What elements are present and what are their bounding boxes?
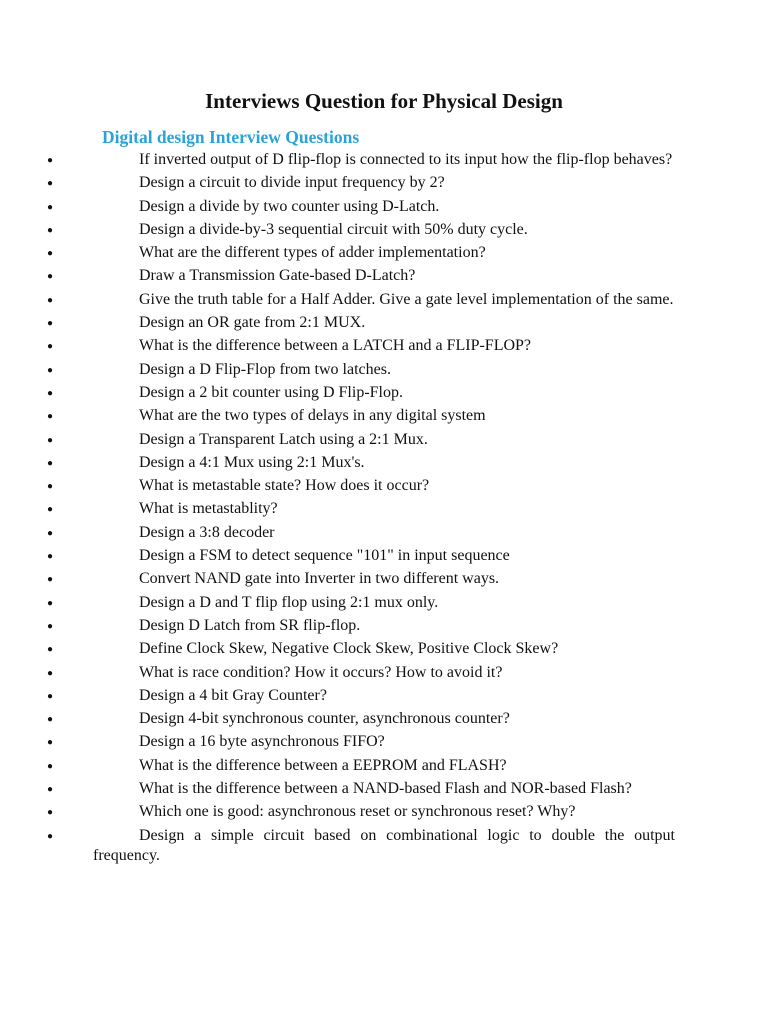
bullet-icon: ● [47,411,54,423]
bullet-icon: ● [47,574,54,586]
question-text: Design a FSM to detect sequence "101" in input sequence [139,547,510,565]
bullet-icon: ● [47,551,54,563]
question-text: Design a circuit to divide input frequency by 2? [139,174,445,192]
list-item [47,523,675,543]
question-text: What is race condition? How it occurs? How to avoid it? [139,663,503,681]
section-heading: Digital design Interview Questions [102,127,360,147]
bullet-icon: ● [47,784,54,796]
question-text: What are the two types of delays in any digital system [139,407,486,425]
list-item [47,383,675,403]
list-item [47,336,675,356]
bullet-icon: ● [47,318,54,330]
bullet-icon: ● [47,830,54,842]
bullet-icon: ● [47,248,54,260]
list-item [47,290,675,310]
list-item [47,453,675,473]
list-item [47,243,675,263]
bullet-icon: ● [47,201,54,213]
bullet-icon: ● [47,527,54,539]
list-item [47,732,675,752]
question-text: Design a 4:1 Mux using 2:1 Mux's. [139,453,365,471]
question-text: Draw a Transmission Gate-based D-Latch? [139,267,416,285]
list-item [47,360,675,380]
bullet-icon: ● [47,807,54,819]
question-text: Convert NAND gate into Inverter in two different ways. [139,570,500,588]
question-text: Design a 4 bit Gray Counter? [139,686,327,704]
question-text: What is the difference between a NAND-based Flash and NOR-based Flash? [139,780,632,798]
list-item [47,546,675,566]
bullet-icon: ● [47,667,54,679]
bullet-icon: ● [47,364,54,376]
list-item [47,499,675,519]
bullet-icon: ● [47,271,54,283]
list-item [47,593,675,613]
list-item [47,197,675,217]
bullet-icon: ● [47,644,54,656]
question-text: Design a 16 byte asynchronous FIFO? [139,733,385,751]
list-item [47,779,675,799]
question-text: Design a D Flip-Flop from two latches. [139,360,391,378]
list-item [47,476,675,496]
bullet-icon: ● [47,178,54,190]
question-text: Design a simple circuit based on combinational logic to double the output frequency. [93,826,675,864]
bullet-icon: ● [47,481,54,493]
bullet-icon: ● [47,155,54,166]
question-text: What are the different types of adder implementation? [139,244,486,262]
list-item [47,266,675,286]
list-item [47,313,675,333]
list-item [47,150,675,170]
question-text: Design a 2 bit counter using D Flip-Flop. [139,383,403,401]
bullet-icon: ● [47,294,54,306]
question-text: What is metastable state? How does it occur? [139,477,430,495]
bullet-icon: ● [47,434,54,446]
bullet-icon: ● [47,457,54,469]
bullet-icon: ● [47,714,54,726]
question-text: Design a divide-by-3 sequential circuit with 50% duty cycle. [139,220,528,238]
list-item [47,802,675,822]
list-item [47,686,675,706]
bullet-icon: ● [47,620,54,632]
bullet-icon: ● [47,224,54,236]
bullet-icon: ● [47,341,54,353]
question-text: Give the truth table for a Half Adder. Give a gate level implementation of the same. [139,290,674,308]
list-item [47,406,675,426]
bullet-icon: ● [47,597,54,609]
question-text: Design an OR gate from 2:1 MUX. [139,314,366,332]
bullet-icon: ● [47,760,54,772]
question-text: If inverted output of D flip-flop is connected to its input how the flip-flop behaves? [139,151,673,168]
list-item [47,430,675,450]
page-title: Interviews Question for Physical Design [205,89,563,113]
question-text: Define Clock Skew, Negative Clock Skew, Positive Clock Skew? [139,640,559,658]
question-text: Design a D and T flip flop using 2:1 mux only. [139,593,439,611]
bullet-icon: ● [47,737,54,749]
bullet-icon: ● [47,387,54,399]
list-item [47,756,675,776]
list-item [47,639,675,659]
question-text: Design a Transparent Latch using a 2:1 Mux. [139,430,428,448]
list-item [47,220,675,240]
question-text: Which one is good: asynchronous reset or synchronous reset? Why? [139,803,576,821]
question-text: Design a divide by two counter using D-Latch. [139,197,440,215]
question-text: What is the difference between a EEPROM and FLASH? [139,756,507,774]
question-text: Design a 3:8 decoder [139,523,275,541]
question-text: What is metastablity? [139,500,278,518]
question-list [47,150,675,869]
list-item [47,663,675,683]
list-item [47,616,675,636]
list-item [47,826,675,866]
list-item [47,569,675,589]
question-text: Design D Latch from SR flip-flop. [139,616,361,634]
bullet-icon: ● [47,690,54,702]
list-item [47,173,675,193]
question-text: Design 4-bit synchronous counter, asynchronous counter? [139,710,510,728]
question-text: What is the difference between a LATCH and a FLIP-FLOP? [139,337,532,355]
bullet-icon: ● [47,504,54,516]
list-item [47,709,675,729]
